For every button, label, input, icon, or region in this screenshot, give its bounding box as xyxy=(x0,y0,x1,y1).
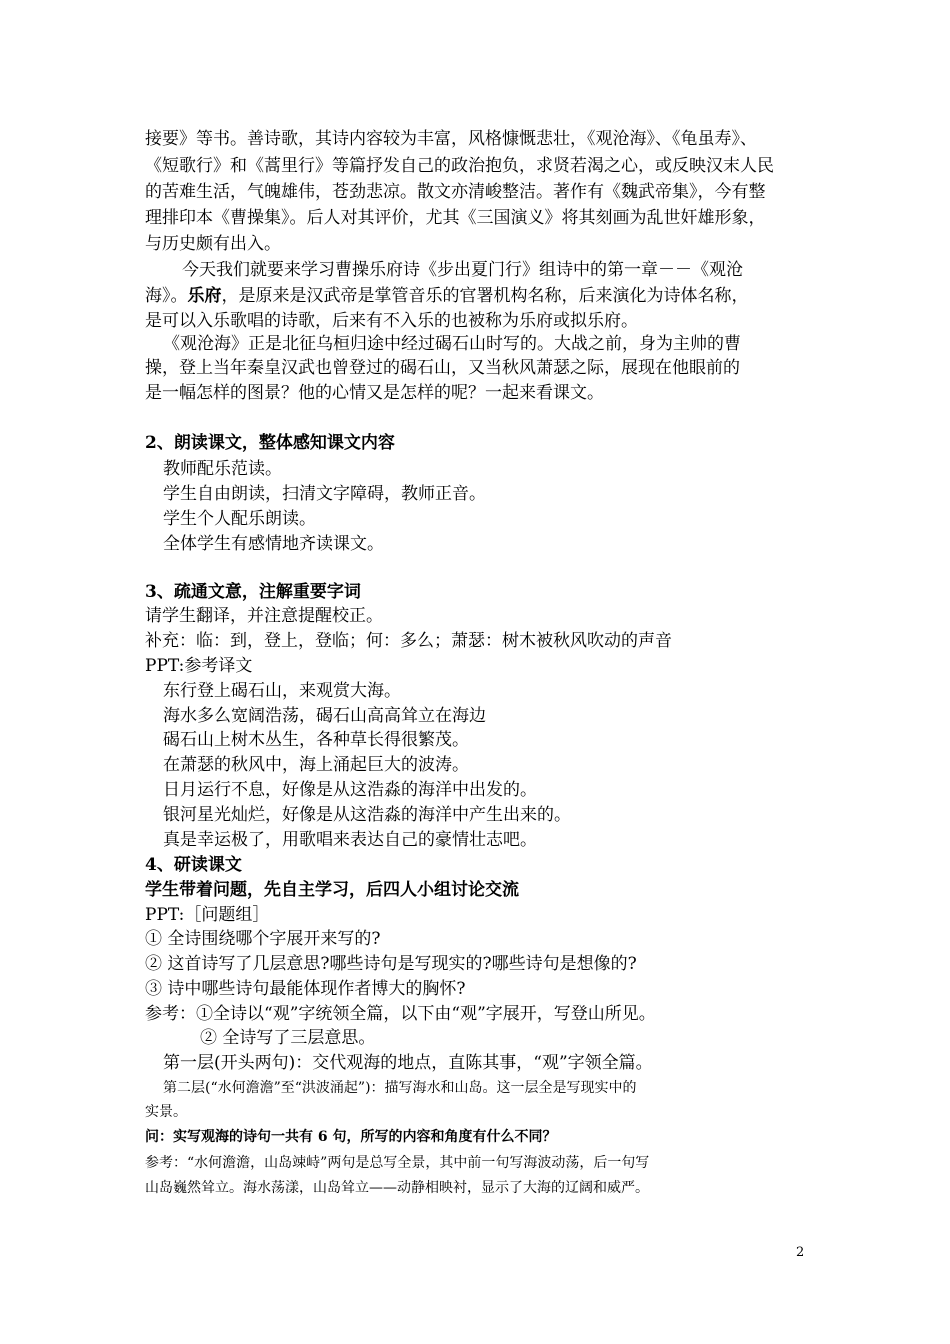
section-heading: 3、疏通文意，注解重要字词 xyxy=(145,582,361,602)
answer-line: 参考：“水何澹澹，山岛竦峙”两句是总写全景，其中前一句写海波动荡，后一句写 xyxy=(145,1155,650,1171)
list-item: 学生个人配乐朗读。 xyxy=(163,509,316,529)
reference-line: 参考：①全诗以“观”字统领全篇，以下由“观”字展开，写登山所见。 xyxy=(145,1004,656,1024)
layer-line: 第一层(开头两句)：交代观海的地点，直陈其事，“观”字领全篇。 xyxy=(163,1053,653,1073)
background-line: 《观沧海》正是北征乌桓归途中经过碣石山时写的。大战之前，身为主帅的曹 xyxy=(163,334,741,354)
intro-line: 与历史颇有出入。 xyxy=(145,234,281,254)
today-line-post: ，是原来是汉武帝是掌管音乐的官署机构名称，后来演化为诗体名称， xyxy=(221,286,749,306)
question-item: ① 全诗围绕哪个字展开来写的? xyxy=(145,929,381,949)
translation-line: 真是幸运极了，用歌唱来表达自己的豪情壮志吧。 xyxy=(163,830,537,850)
answer-line: 山岛巍然耸立。海水荡漾，山岛耸立——动静相映衬，显示了大海的辽阔和威严。 xyxy=(145,1180,649,1196)
body-line: 请学生翻译，并注意提醒校正。 xyxy=(145,606,383,626)
reference-line: ② 全诗写了三层意思。 xyxy=(200,1028,376,1048)
section-heading: 4、研读课文 xyxy=(145,855,242,875)
today-line xyxy=(145,284,749,308)
body-line: PPT:参考译文 xyxy=(145,656,253,676)
today-line: 是可以入乐歌唱的诗歌，后来有不入乐的也被称为乐府或拟乐府。 xyxy=(145,311,638,331)
translation-line: 东行登上碣石山，来观赏大海。 xyxy=(163,681,401,701)
list-item: 全体学生有感情地齐读课文。 xyxy=(163,534,384,554)
translation-line: 在萧瑟的秋风中，海上涌起巨大的波涛。 xyxy=(163,755,469,775)
translation-line: 日月运行不息，好像是从这浩淼的海洋中出发的。 xyxy=(163,780,537,800)
page-number: 2 xyxy=(796,1245,805,1260)
background-line: 操，登上当年秦皇汉武也曾登过的碣石山，又当秋风萧瑟之际，展现在他眼前的 xyxy=(145,358,740,378)
body-line: PPT:［问题组］ xyxy=(145,905,270,925)
intro-line: 接要》等书。善诗歌，其诗内容较为丰富，风格慷慨悲壮，《观沧海》、《龟虽寿》、 xyxy=(145,129,757,149)
question-item: ② 这首诗写了几层意思?哪些诗句是写现实的?哪些诗句是想像的? xyxy=(145,954,637,974)
yuefu-term: 乐府 xyxy=(187,286,222,306)
list-item: 学生自由朗读，扫清文字障碍，教师正音。 xyxy=(163,484,486,504)
list-item: 教师配乐范读。 xyxy=(163,459,282,479)
body-line: 补充：临：到，登上，登临；何：多么；萧瑟：树木被秋风吹动的声音 xyxy=(145,631,672,651)
layer-line: 实景。 xyxy=(145,1104,187,1120)
background-line: 是一幅怎样的图景？他的心情又是怎样的呢？一起来看课文。 xyxy=(145,383,604,403)
intro-line: 理排印本《曹操集》。后人对其评价，尤其《三国演义》将其刻画为乱世奸雄形象， xyxy=(145,208,766,228)
translation-line: 银河星光灿烂，好像是从这浩淼的海洋中产生出来的。 xyxy=(163,805,571,825)
question-bold: 问：实写观海的诗句一共有 6 句，所写的内容和角度有什么不同？ xyxy=(145,1129,557,1145)
today-line: 今天我们就要来学习曹操乐府诗《步出夏门行》组诗中的第一章－－《观沧 xyxy=(182,260,743,280)
intro-line: 的苦难生活，气魄雄伟，苍劲悲凉。散文亦清峻整洁。著作有《魏武帝集》，今有整 xyxy=(145,182,766,202)
intro-line: 《短歌行》和《蒿里行》等篇抒发自己的政治抱负，求贤若渴之心，或反映汉末人民 xyxy=(145,156,774,176)
translation-line: 海水多么宽阔浩荡，碣石山高高耸立在海边 xyxy=(163,706,486,726)
question-item: ③ 诗中哪些诗句最能体现作者博大的胸怀? xyxy=(145,979,466,999)
today-line-pre: 海》。 xyxy=(145,286,188,306)
translation-line: 碣石山上树木丛生，各种草长得很繁茂。 xyxy=(163,730,469,750)
section-subheading: 学生带着问题，先自主学习，后四人小组讨论交流 xyxy=(145,880,519,900)
section-heading: 2、朗读课文，整体感知课文内容 xyxy=(145,433,395,453)
layer-line: 第二层(“水何澹澹”至“洪波涌起”)：描写海水和山岛。这一层全是写现实中的 xyxy=(163,1080,637,1096)
